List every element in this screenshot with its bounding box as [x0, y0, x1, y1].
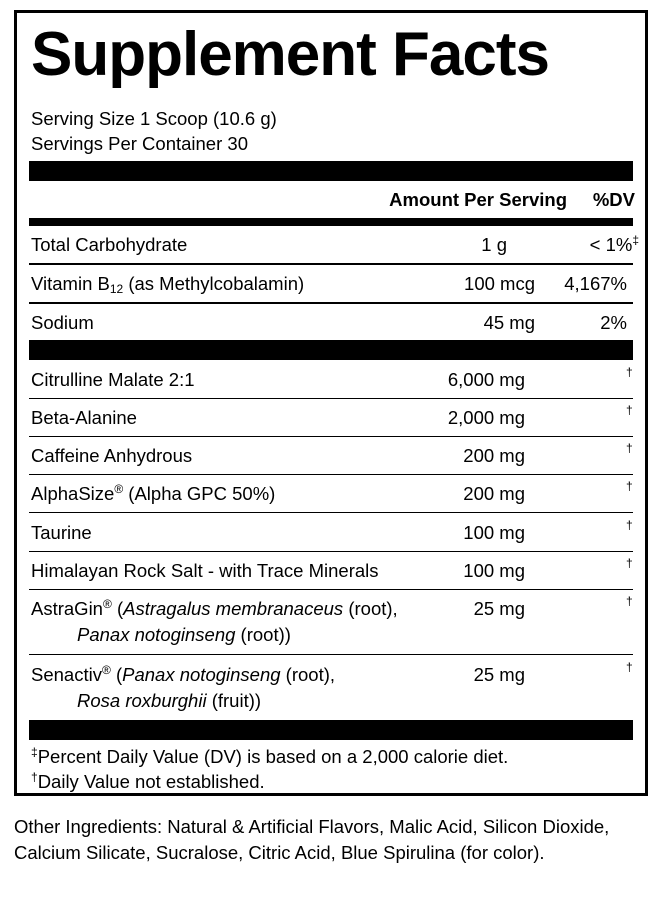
ingredient-name: Senactiv® (Panax notoginseng (root), [31, 663, 336, 685]
ingredient-name: Taurine [31, 522, 92, 543]
medium-divider [29, 218, 633, 226]
thick-divider [29, 720, 633, 740]
ingredient-name: Caffeine Anhydrous [31, 445, 193, 466]
ingredient-amount: 25 mg [473, 664, 525, 685]
ingredient-amount: 100 mg [463, 522, 525, 543]
nutrient-amount: 1 g [481, 234, 507, 255]
ingredient-amount: 2,000 mg [447, 407, 525, 428]
double-dagger-mark: ‡ [632, 233, 639, 247]
serving-size: Serving Size 1 Scoop (10.6 g) [31, 108, 277, 129]
dagger-mark: † [626, 660, 633, 674]
dagger-mark: † [626, 441, 633, 455]
dagger-mark: † [626, 594, 633, 608]
other-ingredients: Other Ingredients: Natural & Artificial Flavors, Malic Acid, Silicon Dioxide, Calcium Silicate, Sucralose, Citric Acid, Blue Spirulina (for color). [14, 816, 610, 863]
dagger-mark: † [626, 365, 633, 379]
ingredient-name: Himalayan Rock Salt - with Trace Minerals [31, 560, 379, 581]
ingredient-amount: 200 mg [463, 483, 525, 504]
ingredient-amount: 6,000 mg [447, 369, 525, 390]
ingredient-name-continued: Panax notoginseng (root)) [77, 624, 291, 645]
footnote-not-established: †Daily Value not established. [31, 770, 265, 792]
ingredient-amount: 25 mg [473, 598, 525, 619]
nutrient-name: Vitamin $B_{12}$ (as Methylcobalamin) [31, 273, 305, 296]
row-divider [29, 436, 633, 437]
nutrient-amount: 100 mcg [464, 273, 535, 294]
row-divider [29, 589, 633, 590]
ingredient-name: AlphaSize® (Alpha GPC 50%) [31, 482, 276, 504]
ingredient-name: AstraGin® (Astragalus membranaceus (root), [31, 597, 398, 619]
row-divider [29, 398, 633, 399]
nutrient-dv: < 1%‡ [589, 233, 639, 255]
registered-mark: ® [102, 597, 112, 611]
row-divider [29, 263, 633, 265]
row-divider [29, 302, 633, 304]
dagger-mark: † [626, 479, 633, 493]
nutrient-name: Sodium [31, 312, 94, 333]
ingredient-amount: 200 mg [463, 445, 525, 466]
dv-header: %DV [592, 189, 635, 210]
ingredient-name: Citrulline Malate 2:1 [31, 369, 195, 390]
registered-mark: ® [114, 482, 124, 496]
row-divider [29, 551, 633, 552]
supplement-facts-panel [14, 10, 648, 796]
row-divider [29, 512, 633, 513]
nutrient-name: Total Carbohydrate [31, 234, 188, 255]
ingredient-name: Beta-Alanine [31, 407, 137, 428]
dagger-mark: † [626, 518, 633, 532]
row-divider [29, 474, 633, 475]
nutrient-dv: 4,167% [564, 273, 627, 294]
ingredient-amount: 100 mg [463, 560, 525, 581]
ingredient-name-continued: Rosa roxburghii (fruit)) [77, 690, 262, 711]
thick-divider [29, 340, 633, 360]
servings-per-container: Servings Per Container 30 [31, 133, 248, 154]
nutrient-amount: 45 mg [483, 312, 535, 333]
nutrient-dv: 2% [600, 312, 627, 333]
thick-divider [29, 161, 633, 181]
footnote-dv: ‡Percent Daily Value (DV) is based on a 2,000 calorie diet. [31, 745, 509, 767]
registered-mark: ® [101, 663, 111, 677]
amount-header: Amount Per Serving [389, 189, 567, 210]
panel-title: Supplement Facts [31, 20, 549, 89]
row-divider [29, 654, 633, 655]
dagger-mark: † [626, 403, 633, 417]
dagger-mark: † [626, 556, 633, 570]
